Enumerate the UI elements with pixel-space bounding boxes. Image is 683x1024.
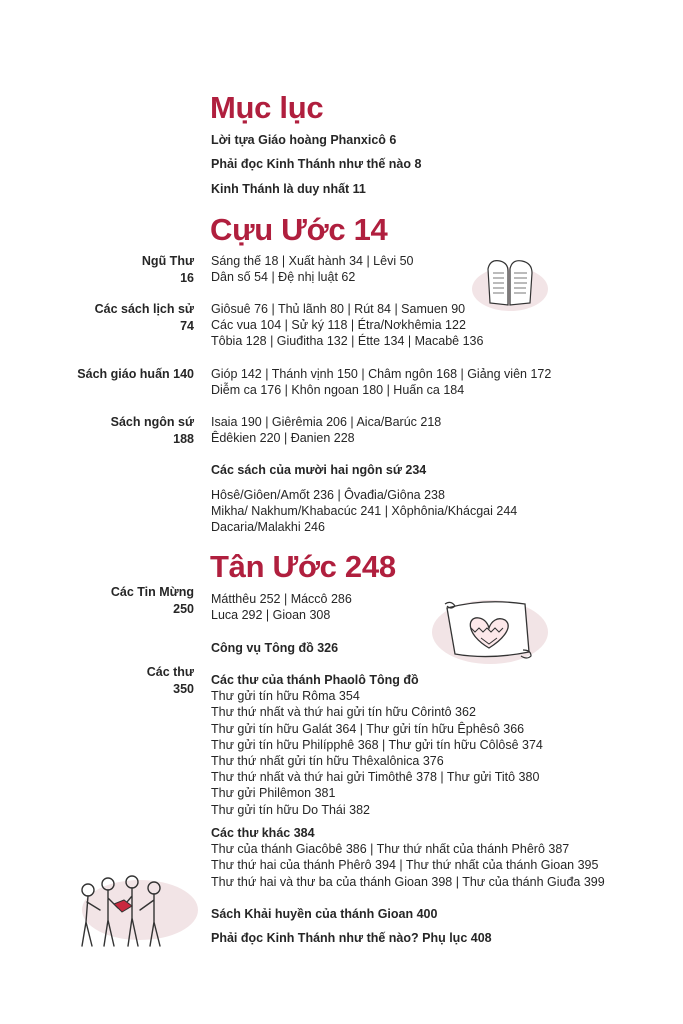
historical-label-text: Các sách lịch sử xyxy=(94,302,194,316)
prophets-books xyxy=(211,414,441,446)
toc-subheading[interactable]: Các sách của mười hai ngôn sứ 234 xyxy=(211,463,427,477)
intro-item-preface[interactable]: Lời tựa Giáo hoàng Phanxicô 6 xyxy=(211,133,397,147)
wisdom-label xyxy=(77,366,194,383)
gospels-books xyxy=(211,591,352,623)
toc-line[interactable]: Thư gửi tín hữu Philípphê 368 | Thư gửi tín hữu Côlôsê 374 xyxy=(211,737,543,752)
toc-line[interactable]: Diễm ca 176 | Khôn ngoan 180 | Huấn ca 184 xyxy=(211,383,465,398)
toc-line[interactable]: Hôsê/Giôen/Amốt 236 | Ôvađia/Giôna 238 xyxy=(211,488,445,502)
minor-prophets-title xyxy=(211,462,426,478)
toc-line[interactable]: Thư gửi tín hữu Galát 364 | Thư gửi tín hữu Êphêsô 366 xyxy=(211,721,525,736)
letters-label xyxy=(147,664,194,698)
prophets-label-text: Sách ngôn sứ xyxy=(110,415,194,429)
letters-page: 350 xyxy=(173,682,194,696)
toc-line[interactable]: Sáng thế 18 | Xuất hành 34 | Lêvi 50 xyxy=(211,254,414,268)
gospels-page: 250 xyxy=(173,602,194,616)
toc-line[interactable]: Tôbia 128 | Giuđitha 132 | Étte 134 | Macabê 136 xyxy=(211,334,484,349)
toc-line[interactable]: Các vua 104 | Sử ký 118 | Étra/Nơkhêmia 122 xyxy=(211,318,466,333)
historical-books xyxy=(211,301,483,350)
toc-line[interactable]: Thư gửi tín hữu Rôma 354 xyxy=(211,689,360,704)
toc-line[interactable]: Thư thứ hai của thánh Phêrô 394 | Thư thứ nhất của thánh Gioan 395 xyxy=(211,858,599,873)
toc-line[interactable]: Êdêkien 220 | Đanien 228 xyxy=(211,431,355,446)
pentateuch-page: 16 xyxy=(180,271,194,285)
revelation-entry xyxy=(211,906,437,922)
gospels-label xyxy=(111,584,194,618)
pentateuch-label xyxy=(142,253,194,287)
wisdom-books xyxy=(211,366,551,398)
heart-scroll-icon xyxy=(425,590,550,670)
old-testament-heading[interactable]: Cựu Ước 14 xyxy=(210,212,388,247)
new-testament-heading[interactable]: Tân Ước 248 xyxy=(210,549,396,584)
stone-tablets-icon xyxy=(470,255,550,315)
toc-line[interactable]: Thư thứ nhất và thứ hai gửi Timôthê 378 | Thư gửi Titô 380 xyxy=(211,770,540,785)
wisdom-label-text: Sách giáo huấn 140 xyxy=(77,367,194,381)
intro-item-how-to-read[interactable]: Phải đọc Kinh Thánh như thế nào 8 xyxy=(211,157,422,171)
historical-page: 74 xyxy=(180,319,194,333)
toc-line[interactable]: Gióp 142 | Thánh vịnh 150 | Châm ngôn 168 | Giảng viên 172 xyxy=(211,367,552,381)
page-title: Mục lục xyxy=(210,90,324,125)
toc-line[interactable]: Isaia 190 | Giêrêmia 206 | Aica/Barúc 218 xyxy=(211,415,442,429)
toc-line[interactable]: Dacaria/Malakhi 246 xyxy=(211,520,325,535)
toc-subheading[interactable]: Công vụ Tông đồ 326 xyxy=(211,641,339,655)
toc-line[interactable]: Luca 292 | Gioan 308 xyxy=(211,608,331,623)
appendix-entry xyxy=(211,930,492,946)
paul-letters xyxy=(211,672,543,818)
toc-line[interactable]: Mátthêu 252 | Máccô 286 xyxy=(211,592,352,606)
toc-line[interactable]: Thư thứ nhất gửi tín hữu Thêxalônica 376 xyxy=(211,754,444,769)
minor-prophets-books xyxy=(211,487,517,536)
pentateuch-books xyxy=(211,253,413,285)
toc-line[interactable]: Thư thứ hai và thư ba của thánh Gioan 398 | Thư của thánh Giuđa 399 xyxy=(211,874,605,889)
toc-line[interactable]: Thư gửi Philêmon 381 xyxy=(211,786,336,801)
people-reading-icon xyxy=(60,870,200,955)
letters-label-text: Các thư xyxy=(146,665,194,679)
toc-subheading[interactable]: Các thư khác 384 xyxy=(211,826,315,840)
prophets-label xyxy=(111,414,194,448)
gospels-label-text: Các Tin Mừng xyxy=(110,585,194,599)
intro-item-unique[interactable]: Kinh Thánh là duy nhất 11 xyxy=(211,182,366,196)
toc-line[interactable]: Thư của thánh Giacôbê 386 | Thư thứ nhất của thánh Phêrô 387 xyxy=(211,842,570,857)
acts-entry xyxy=(211,640,338,656)
toc-line[interactable]: Dân số 54 | Đệ nhị luật 62 xyxy=(211,270,356,285)
toc-line[interactable]: Mikha/ Nakhum/Khabacúc 241 | Xôphônia/Khácgai 244 xyxy=(211,504,518,519)
prophets-page: 188 xyxy=(173,432,194,446)
toc-subheading[interactable]: Các thư của thánh Phaolô Tông đồ xyxy=(211,673,419,687)
toc-subheading[interactable]: Sách Khải huyền của thánh Gioan 400 xyxy=(211,907,438,921)
other-letters xyxy=(211,825,605,890)
toc-line[interactable]: Giôsuê 76 | Thủ lãnh 80 | Rút 84 | Samuen 90 xyxy=(211,302,466,316)
historical-label xyxy=(95,301,194,335)
toc-line[interactable]: Thư gửi tín hữu Do Thái 382 xyxy=(211,802,370,817)
toc-line[interactable]: Thư thứ nhất và thứ hai gửi tín hữu Côrintô 362 xyxy=(211,705,476,720)
pentateuch-label-text: Ngũ Thư xyxy=(141,254,194,268)
toc-subheading[interactable]: Phải đọc Kinh Thánh như thế nào? Phụ lục 408 xyxy=(211,931,492,945)
